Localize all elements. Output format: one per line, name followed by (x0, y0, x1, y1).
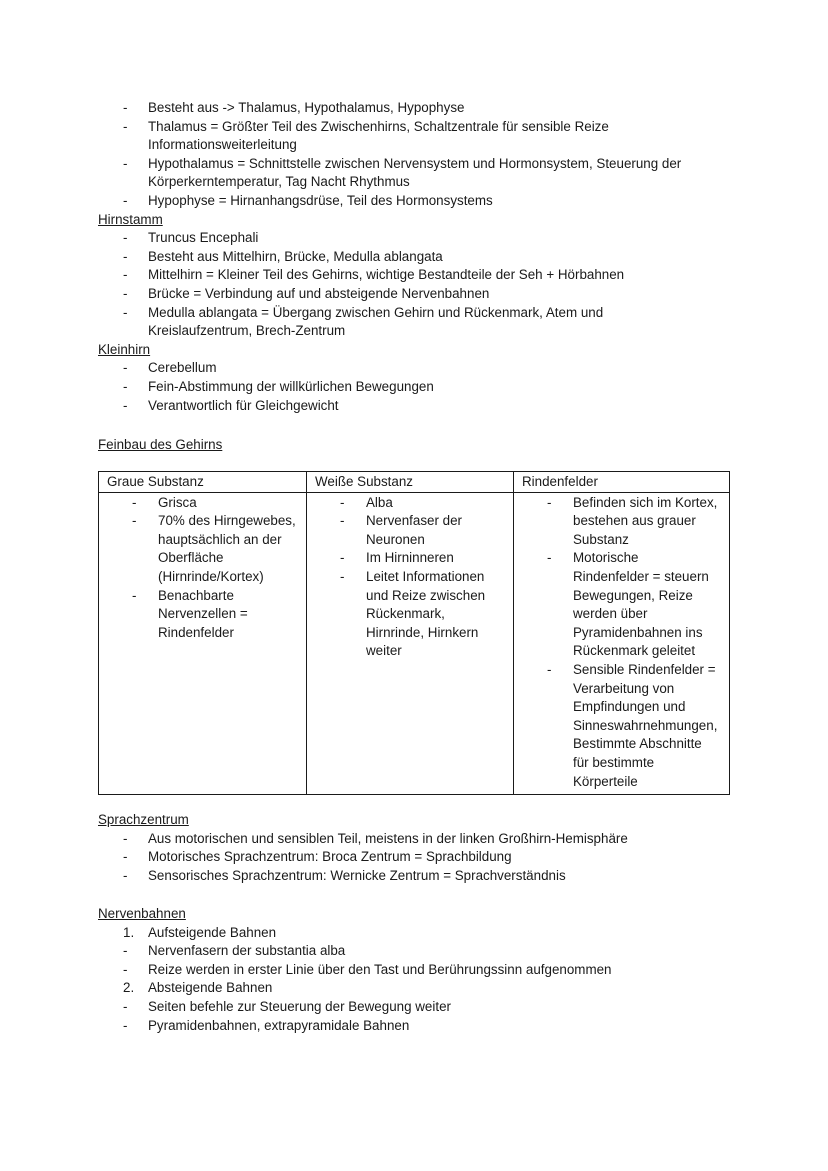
list-item: - Nervenfasern der substantia alba (123, 943, 346, 959)
list-item: - Aus motorischen und sensiblen Teil, meistens in der linken Großhirn-Hemisphäre (123, 830, 628, 846)
list-item: - Fein-Abstimmung der willkürlichen Bewegungen (123, 378, 434, 394)
list-item-continuation: Kreislaufzentrum, Brech-Zentrum (148, 323, 346, 339)
cell-list-item: - Benachbarte Nervenzellen = Rindenfelder (132, 587, 248, 640)
cell-list-item: - Alba (340, 494, 393, 510)
list-item: - Seiten befehle zur Steuerung der Bewegung weiter (123, 998, 451, 1014)
list-item: - Truncus Encephali (123, 230, 259, 246)
list-item: - Cerebellum (123, 360, 217, 376)
list-item: - Motorisches Sprachzentrum: Broca Zentrum = Sprachbildung (123, 849, 512, 865)
list-item: - Brücke = Verbindung auf und absteigende Nervenbahnen (123, 285, 490, 301)
cell-list-item: - Im Hirninneren (340, 550, 454, 566)
list-item: - Hypophyse = Hirnanhangsdrüse, Teil des Hormonsystems (123, 192, 493, 208)
intro-bullet-list (98, 99, 738, 415)
table-header-weisse-substanz: Weiße Substanz (307, 472, 514, 493)
feinbau-table (98, 471, 730, 795)
table-header-row (99, 472, 730, 493)
list-item: - Reize werden in erster Linie über den Tast und Berührungssinn aufgenommen (123, 961, 612, 977)
cell-list-item: - 70% des Hirngewebes, hauptsächlich an der Oberfläche (Hirnrinde/Kortex) (132, 513, 296, 584)
cell-list-item: - Leitet Informationen und Reize zwischen Rückenmark, Hirnrinde, Hirnkern weiter (340, 568, 486, 659)
sprachzentrum-section (98, 811, 738, 885)
list-item: - Medulla ablangata = Übergang zwischen Gehirn und Rückenmark, Atem und (123, 304, 604, 320)
section-heading-feinbau: Feinbau des Gehirns (98, 437, 223, 452)
table-cell-rindenfelder (514, 492, 730, 794)
table-cell-weisse-substanz (307, 492, 514, 794)
list-item: - Verantwortlich für Gleichgewicht (123, 397, 339, 413)
list-item: - Besteht aus Mittelhirn, Brücke, Medulla ablangata (123, 248, 443, 264)
cell-list-item: - Sensible Rindenfelder = Verarbeitung von Empfindungen und Sinneswahrnehmungen, Bestimmte Abschnitte für bestimmte Körperteile (547, 661, 718, 789)
list-item: - Mittelhirn = Kleiner Teil des Gehirns, wichtige Bestandteile der Seh + Hörbahnen (123, 267, 625, 283)
table-row (99, 492, 730, 794)
nervenbahnen-section (98, 905, 738, 1035)
section-heading-nervenbahnen: Nervenbahnen (98, 906, 186, 921)
section-heading-sprachzentrum: Sprachzentrum (98, 812, 189, 827)
list-item-continuation: Körperkerntemperatur, Tag Nacht Rhythmus (148, 174, 410, 190)
cell-list-item: - Grisca (132, 494, 197, 510)
list-item: - Thalamus = Größter Teil des Zwischenhirns, Schaltzentrale für sensible Reize (123, 118, 609, 134)
list-item: - Hypothalamus = Schnittstelle zwischen Nervensystem und Hormonsystem, Steuerung der (123, 155, 682, 171)
list-item: - Besteht aus -> Thalamus, Hypothalamus, Hypophyse (123, 100, 465, 115)
list-item: - Sensorisches Sprachzentrum: Wernicke Zentrum = Sprachverständnis (123, 867, 566, 883)
list-item: 2. Absteigende Bahnen (123, 980, 273, 996)
cell-list-item: - Motorische Rindenfelder = steuern Bewegungen, Reize werden über Pyramidenbahnen ins Rückenmark geleitet (547, 550, 709, 659)
table-cell-graue-substanz (99, 492, 307, 794)
feinbau-section (98, 436, 738, 455)
cell-list-item: - Befinden sich im Kortex, bestehen aus grauer Substanz (547, 494, 718, 547)
list-item: - Pyramidenbahnen, extrapyramidale Bahnen (123, 1017, 410, 1033)
list-item: 1. Aufsteigende Bahnen (123, 924, 277, 940)
section-heading-hirnstamm: Hirnstamm (98, 211, 163, 227)
table-header-rindenfelder: Rindenfelder (514, 472, 730, 493)
section-heading-kleinhirn: Kleinhirn (98, 341, 151, 357)
table-header-graue-substanz: Graue Substanz (99, 472, 307, 493)
list-item-continuation: Informationsweiterleitung (148, 137, 297, 153)
cell-list-item: - Nervenfaser der Neuronen (340, 513, 463, 547)
